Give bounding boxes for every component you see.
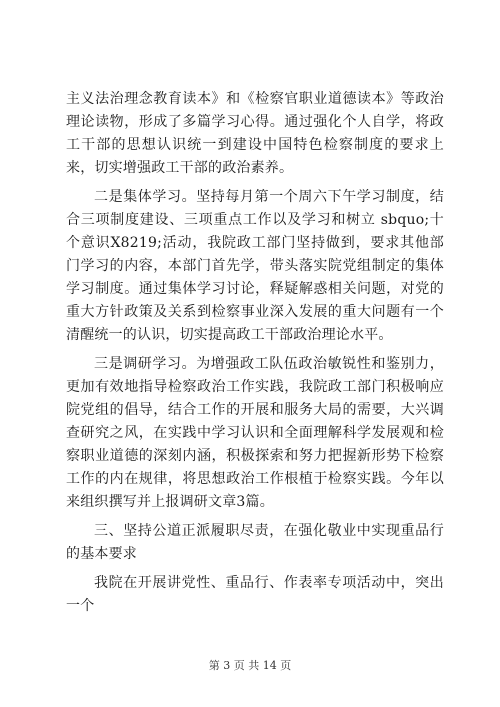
paragraph-collective-study: 二是集体学习。坚持每月第一个周六下午学习制度，结合三项制度建设、三项重点工作以及学习和树立 sbquo;十个意识X8219;活动，我院政工部门坚持做到，要求其他部门学习的内容，本部门首先学，带头落实院党组制定的集体学习制度。通过集体学习讨论，释疑解惑相关问题，对党的重大方针政策及关系到检察事业深入发展的重大问题有一个清醒统一的认识，切实提高政工干部政治理论水平。 <box>66 189 444 343</box>
paragraph-research-study: 三是调研学习。为增强政工队伍政治敏锐性和鉴别力，更加有效地指导检察政治工作实践，我院政工部门积极响应院党组的倡导，结合工作的开展和服务大局的需要，大兴调查研究之风，在实践中学习认识和全面理解科学发展观和检察职业道德的深刻内涵，积极探索和努力把握新形势下检察工作的内在规律，将思想政治工作根植于检察实践。今年以来组织撰写并上报调研文章3篇。 <box>66 356 444 510</box>
page-footer: 第 3 页 共 14 页 <box>208 659 292 672</box>
document-body <box>66 88 444 624</box>
paragraph-continuation: 主义法治理念教育读本》和《检察官职业道德读本》等政治理论读物，形成了多篇学习心得。通过强化个人自学，将政工干部的思想认识统一到建设中国特色检察制度的要求上来，切实增强政工干部的政治素养。 <box>66 91 444 176</box>
section-heading: 三、坚持公道正派履职尽责，在强化敬业中实现重品行的基本要求 <box>66 523 444 562</box>
paragraph-activity: 我院在开展讲党性、重品行、作表率专项活动中，突出一个 <box>66 575 444 614</box>
